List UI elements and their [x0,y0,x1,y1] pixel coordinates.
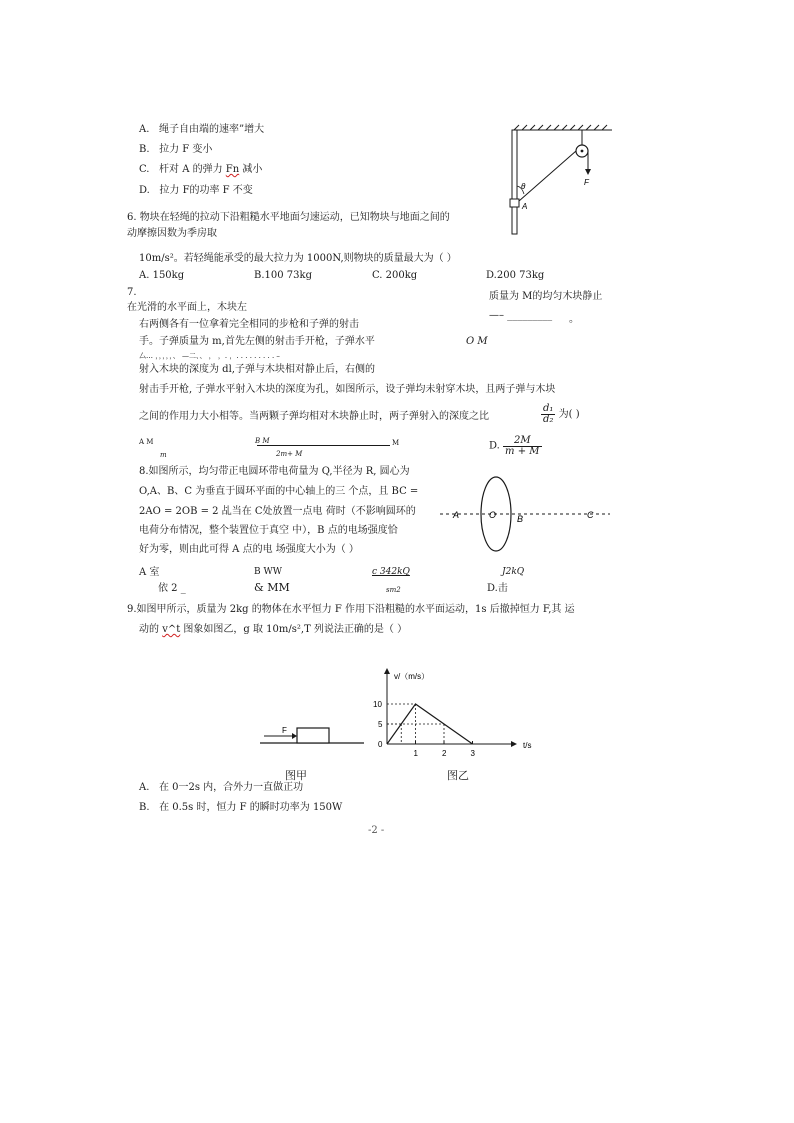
q7-opt-d-fraction [503,436,541,457]
x-tick-label: 1 [413,749,418,758]
q7-ratio-fraction [541,404,555,425]
q7-opt-d-den: m + M [505,446,540,457]
fig-yi-vt-graph [365,668,550,768]
q5-option-b-text: 拉力 F 变小 [159,144,213,155]
q7-line-f: 之间的作用力大小相等。当两颗子弹均相对木块静止时，两子弹射入的深度之比 [139,411,489,422]
q6-option-c: C. 200kg [372,270,418,281]
x-tick-label: 3 [470,749,475,758]
q9-line-2 [139,625,407,635]
q7-opt-b-bot: 2m+ M [276,450,303,458]
q7-garbled-line: 厶… ，，，，，、 —二、、 ， ，. ，. . . . . . . . . – [139,352,280,360]
q8-line-3: 2AO = 2OB = 2 乩当在 C处放置一点电 荷时（不影响圆环的 [139,506,416,517]
q5-option-c-text-after: 减小 [239,164,263,175]
fig-jia-caption: 图甲 [285,769,307,782]
force-f-label: F [584,178,589,187]
block-a [510,199,519,207]
q7-opt-b-top: B M [255,437,270,445]
q8-option-a: A 室 [139,567,160,578]
vertical-rod [512,130,517,234]
q9-line-2-squiggle: v^t [162,624,181,635]
q7-line-c: 手。子弹质量为 m,首先左侧的射击手开枪，子弹水平 [139,336,375,347]
q7-number: 7. [127,287,137,298]
x-axis-arrow [511,741,517,747]
block [297,728,329,743]
q9-line-2-before: 动的 [139,624,163,635]
q5-option-c [139,165,262,175]
q7-opt-b-right: M [392,439,400,447]
q8-ring-figure [440,472,610,552]
x-axis-label: t/s [523,741,532,750]
force-arrowhead [292,733,297,739]
q7-ratio-num: d₁ [543,403,554,414]
q9-line-1: 9.如图甲所示，质量为 2kg 的物体在水平恒力 F 作用下沿粗糙的水平面运动，1s 后撤掉恒力 F,其 运 [127,604,575,615]
rope-to-block [519,151,576,201]
q7-ratio [541,404,580,425]
point-c-label: C [587,510,594,520]
q9-option-b [139,803,342,813]
page-number: -2 - [368,825,385,836]
q7-right-dot: 。 [569,314,579,325]
q6-line-3: 10m/s²。若轻绳能承受的最大拉力为 1000N,则物块的质量最大为（ ） [139,253,457,264]
y-tick-label: 0 [378,740,383,749]
fig-yi-caption: 图乙 [447,769,469,782]
q5-option-b [139,145,212,155]
q9-option-a-label: A. [139,782,150,793]
q7-opt-a-bot: m [160,451,167,459]
q5-option-c-label: C. [139,164,150,175]
q5-option-a-label: A. [139,124,150,135]
q8-line-1: 8.如图所示，均匀带正电圆环带电荷量为 Q,半径为 R, 圆心为 [139,466,410,477]
q7-opt-d [489,436,542,457]
q8-option-a-sub: 依 2 _ [158,583,186,594]
q9-option-b-label: B. [139,802,150,813]
q6-line-1: 6. 物块在轻绳的拉动下沿粗糙水平地面匀速运动，已知物块与地面之间的 [127,212,450,223]
y-axis-label: v/（m/s） [394,672,430,681]
q7-om-label: O M [466,336,488,347]
q8-option-c: c 342kQ [372,567,410,577]
q9-line-2-after: 图象如图乙，g 取 10m/s²,T 列说法正确的是（ ） [180,624,408,635]
q7-right-top: 质量为 M的均匀木块静止 [489,291,603,302]
point-a-label: A [453,510,460,520]
q7-line-b: 右两侧各有一位拿着完全相同的步枪和子弹的射击 [139,319,359,330]
q7-line-a: 在光滑的水平面上，木块左 [127,302,247,313]
y-axis-arrow [384,668,390,674]
ceiling-hatching [512,125,612,130]
q9-option-b-text: 在 0.5s 时，恒力 F 的瞬时功率为 150W [159,802,343,813]
q5-option-d [139,186,253,196]
q8-option-b-sub: & MM [254,581,290,594]
q5-pulley-figure [500,124,620,234]
q8-line-2: O,A、B、C 为垂直于圆环平面的中心轴上的三 个点，且 BC = [139,486,419,497]
q7-opt-b-bar [257,445,390,446]
q8-option-b: B WW [254,567,282,577]
block-a-label: A [522,202,528,211]
q8-option-c-sub: sm2 [386,586,401,594]
q6-option-a: A. 150kg [139,270,185,281]
q6-line-2: 动摩擦因数为季房取 [127,228,217,239]
q5-option-c-text-before: 杆对 A 的弹力 [159,164,226,175]
q7-line-e: 射击手开枪, 子弹水平射入木块的深度为孔，如图所示，设子弹均未射穿木块，且两子弹与木块 [139,384,556,395]
q7-opt-d-num: 2M [503,436,541,447]
force-f-label: F [282,726,287,735]
point-o-label: O [489,510,497,520]
q7-opt-a-top: A M [139,438,154,446]
y-tick-label: 10 [373,700,382,709]
q7-line-d: 射入木块的深度为 dl,子弹与木块相对静止后，右侧的 [139,364,375,375]
q9-option-a [139,783,303,793]
q5-option-a-text: 绳子自由端的速率”增大 [158,124,265,135]
q9-option-a-text: 在 0一2s 内，合外力一直做正功 [158,782,304,793]
q6-option-d: D.200 73kg [486,270,545,281]
q8-line-5: 好为零，则由此可得 A 点的电 场强度大小为（ ） [139,544,359,555]
q5-option-a [139,125,264,135]
theta-label: θ [521,182,526,191]
x-tick-label: 2 [442,749,447,758]
q5-option-b-label: B. [139,144,150,155]
q8-option-d: D.击 [487,583,508,594]
point-b-label: B [517,514,524,524]
pulley-axle [581,150,584,153]
q8-option-d-top: J2kQ [502,567,525,577]
fig-jia-block [258,725,368,750]
force-arrow [585,169,591,175]
y-tick-label: 5 [378,720,383,729]
q5-option-d-label: D. [139,185,150,196]
q7-ratio-tail: 为( ) [558,409,580,420]
q5-option-c-squiggle: Fn [225,164,240,175]
q7-ratio-den: d₂ [543,414,554,425]
q7-opt-d-label: D. [489,440,500,452]
q7-right-dash: —– _________ [489,310,553,321]
q8-line-4: 电荷分布情况，整个装置位于真空 中），B 点的电场强度恰 [139,525,398,536]
q6-option-b: B.100 73kg [254,270,312,281]
q5-option-d-text: 拉力 F的功率 F 不变 [159,185,253,196]
